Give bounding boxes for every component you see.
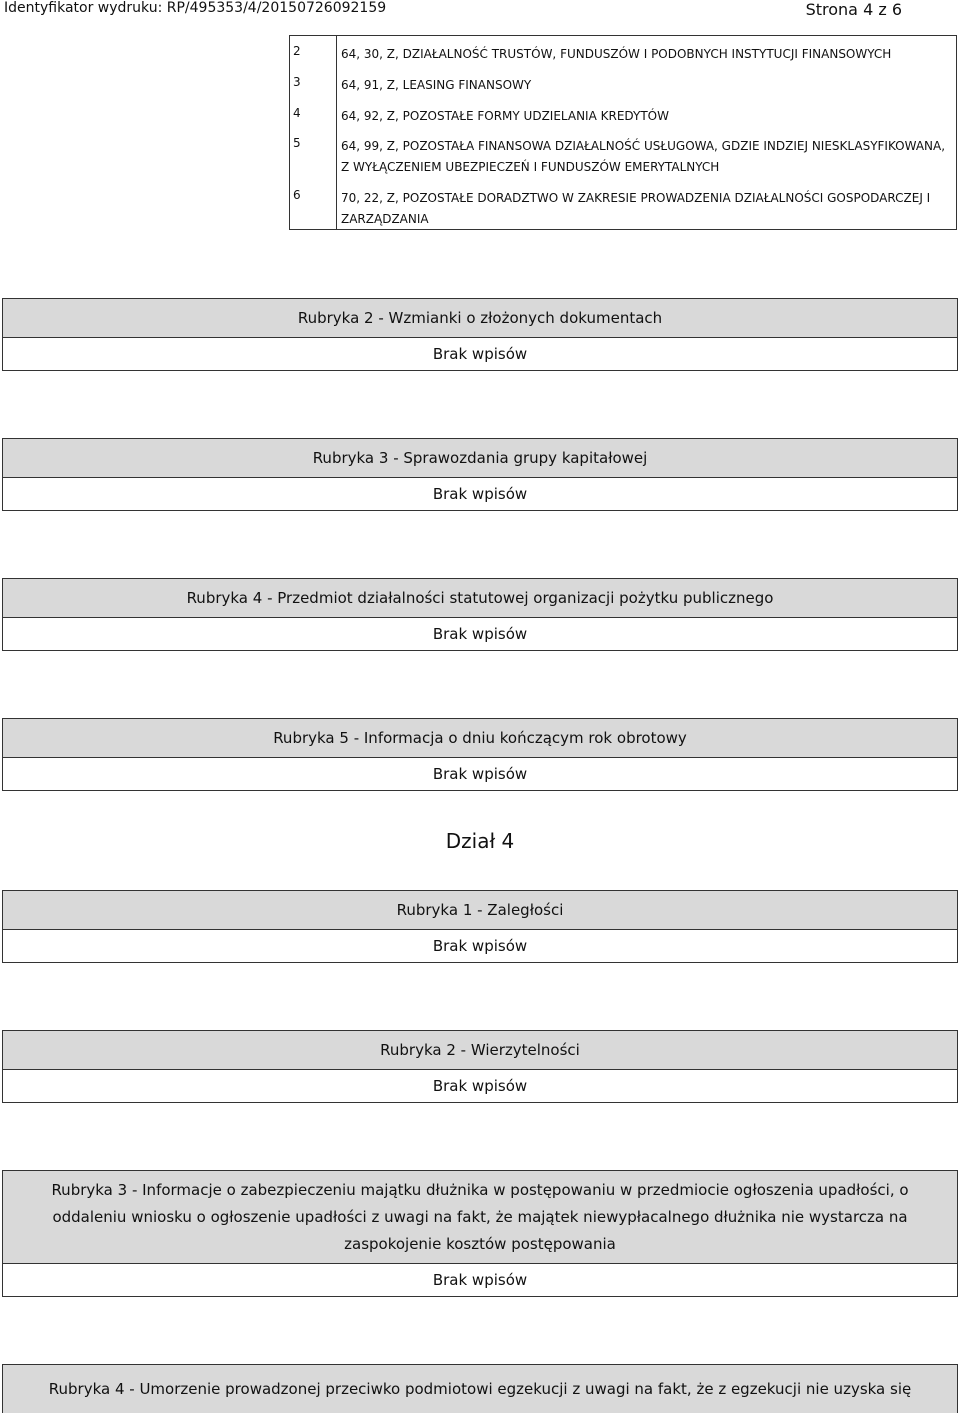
dzial-heading: Dział 4 [445,829,515,853]
section-body: Brak wpisów [3,930,957,962]
section-rubryka-5 [2,718,958,791]
section-dzial4-rubryka-4 [2,1364,958,1413]
section-body: Brak wpisów [3,478,957,510]
pkd-row-text: 64, 99, Z, POZOSTAŁA FINANSOWA DZIAŁALNOŚĆ USŁUGOWA, GDZIE INDZIEJ NIESKLASYFIKOWANA, Z WYŁĄCZENIEM UBEZPIECZEŃ I FUNDUSZÓW EMERYTALNYCH [341,139,946,174]
section-dzial4-rubryka-3 [2,1170,958,1297]
pkd-table [289,35,957,230]
section-title: Rubryka 2 - Wierzytelności [3,1031,957,1070]
section-dzial4-rubryka-1 [2,890,958,963]
pkd-row-text: 64, 92, Z, POZOSTAŁE FORMY UDZIELANIA KREDYTÓW [341,109,669,123]
pkd-row-text: 70, 22, Z, POZOSTAŁE DORADZTWO W ZAKRESIE PROWADZENIA DZIAŁALNOŚCI GOSPODARCZEJ I ZARZĄDZANIA [341,191,931,226]
section-body: Brak wpisów [3,758,957,790]
section-rubryka-2 [2,298,958,371]
print-header [0,0,960,18]
section-title: Rubryka 2 - Wzmianki o złożonych dokumentach [3,299,957,338]
section-title: Rubryka 5 - Informacja o dniu kończącym rok obrotowy [3,719,957,758]
pkd-row-text: 64, 91, Z, LEASING FINANSOWY [341,78,532,92]
section-title: Rubryka 1 - Zaległości [3,891,957,930]
section-title-line: oddaleniu wniosku o ogłoszenie upadłości z uwagi na fakt, że majątek niewypłacalnego dłużnika nie wystarcza na [52,1207,908,1226]
section-body: Brak wpisów [3,618,957,650]
section-title-line: zaspokojenie kosztów postępowania [344,1234,616,1253]
section-title: Rubryka 3 - Sprawozdania grupy kapitałowej [3,439,957,478]
pkd-row-text: 64, 30, Z, DZIAŁALNOŚĆ TRUSTÓW, FUNDUSZÓW I PODOBNYCH INSTYTUCJI FINANSOWYCH [341,47,892,61]
section-title: Rubryka 4 - Umorzenie prowadzonej przeciwko podmiotowi egzekucji z uwagi na fakt, że z egzekucji nie uzyska się [3,1365,957,1413]
section-title-line: Rubryka 3 - Informacje o zabezpieczeniu majątku dłużnika w postępowaniu w przedmiocie ogłoszenia upadłości, o [51,1180,909,1199]
pkd-row-number: 3 [293,75,301,89]
section-body: Brak wpisów [3,1070,957,1102]
section-rubryka-4 [2,578,958,651]
pkd-row-number: 2 [293,44,301,58]
section-rubryka-3 [2,438,958,511]
section-title [3,1171,957,1264]
section-dzial4-rubryka-2 [2,1030,958,1103]
section-title: Rubryka 4 - Przedmiot działalności statutowej organizacji pożytku publicznego [3,579,957,618]
pkd-row-number: 4 [293,106,301,120]
pkd-row-number: 5 [293,136,301,150]
pkd-row-number: 6 [293,188,301,202]
section-body: Brak wpisów [3,1264,957,1296]
print-identifier: Identyfikator wydruku: RP/495353/4/20150726092159 [4,0,387,16]
page-number: Strona 4 z 6 [805,0,902,19]
section-body: Brak wpisów [3,338,957,370]
